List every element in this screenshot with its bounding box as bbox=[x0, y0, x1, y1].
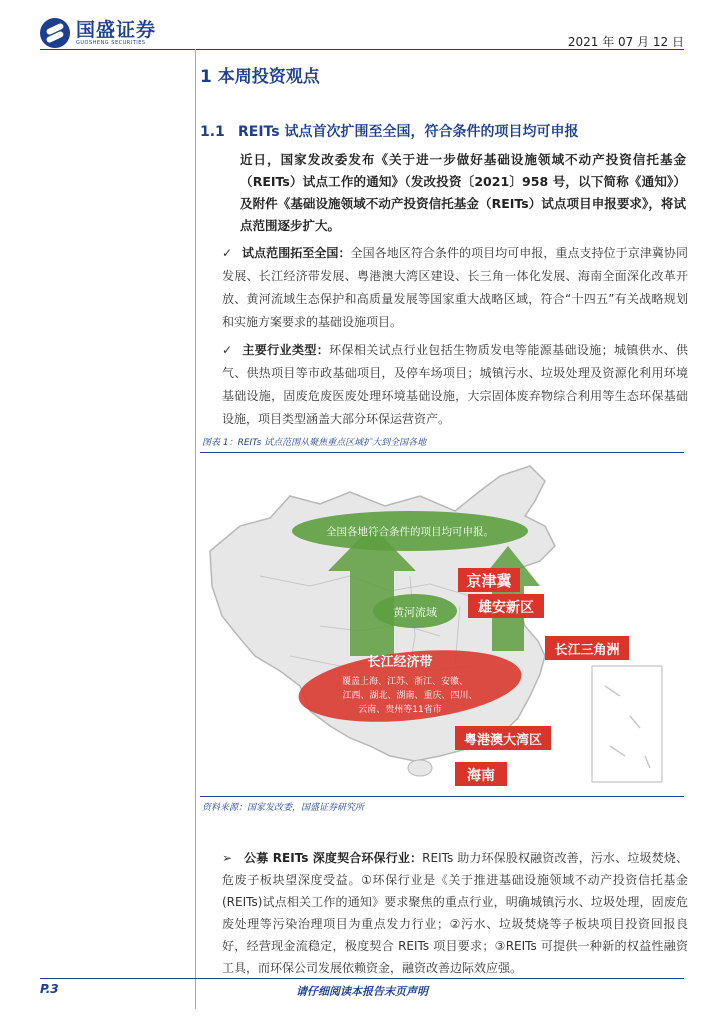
figure-title: 图表 1：REITs 试点范围从聚焦重点区域扩大到全国各地 bbox=[202, 438, 427, 448]
label-belt-line-3: 云南、贵州等11省市 bbox=[358, 705, 442, 715]
logo-name-cn: 国盛证券 bbox=[76, 19, 157, 41]
label-yangtze-delta: 长江三角洲 bbox=[554, 643, 620, 658]
label-jingjinji: 京津冀 bbox=[466, 572, 512, 590]
section-heading: 1 本周投资观点 bbox=[200, 67, 320, 87]
bullet-text: 环保相关试点行业包括生物质发电等能源基础设施；城镇供水、供气、供热项目等市政基础项目，及停车场项目；城镇污水、垃圾处理及资源化利用环境基础设施，固废危废医废处理环境基础设施，大宗固体废弃物综合利用等生态环保基础设施，项目类型涵盖大部分环保运营资产。 bbox=[222, 343, 688, 426]
label-gba: 粤港澳大湾区 bbox=[463, 733, 543, 748]
figure-bottom-divider bbox=[200, 796, 684, 797]
header-divider bbox=[40, 49, 684, 50]
bullet-title: 试点范围拓至全国： bbox=[242, 246, 351, 260]
disclaimer-text: 请仔细阅读本报告末页声明 bbox=[296, 985, 428, 998]
bullet-reits-environment bbox=[222, 847, 688, 979]
figure-top-divider bbox=[200, 452, 684, 453]
bullet-scope bbox=[222, 242, 688, 334]
check-icon: ✓ bbox=[222, 343, 233, 357]
report-date: 2021 年 07 月 12 日 bbox=[567, 35, 684, 49]
bullet-title: 公募 REITs 深度契合环保行业： bbox=[244, 851, 423, 865]
company-logo bbox=[40, 18, 156, 48]
label-hainan: 海南 bbox=[467, 768, 495, 784]
bullet-title: 主要行业类型： bbox=[242, 343, 330, 357]
page-number: P.3 bbox=[40, 982, 59, 996]
subsection-number: 1.1 bbox=[200, 124, 225, 140]
label-national-scope: 全国各地符合条件的项目均可申报。 bbox=[326, 526, 494, 538]
left-margin-divider bbox=[195, 49, 196, 1009]
bullet-text: 全国各地区符合条件的项目均可申报，重点支持位于京津冀协同发展、长江经济带发展、粤港澳大湾区建设、长三角一体化发展、海南全面深化改革开放、黄河流域生态保护和高质量发展等国家重大战略区域，符合“十四五”有关战略规划和实施方案要求的基础设施项目。 bbox=[222, 246, 688, 329]
south-china-sea-inset bbox=[592, 666, 662, 782]
footer-divider bbox=[40, 978, 684, 979]
logo-name-en: GUOSHENG SECURITIES bbox=[76, 40, 146, 46]
bullet-industries bbox=[222, 339, 688, 431]
china-reits-map bbox=[200, 456, 680, 792]
check-icon: ✓ bbox=[222, 246, 233, 260]
hainan-island bbox=[408, 760, 432, 776]
label-yellow-river: 黄河流域 bbox=[393, 606, 437, 619]
label-xiongan: 雄安新区 bbox=[478, 600, 534, 616]
subsection-heading bbox=[200, 121, 578, 141]
label-belt-line-1: 覆盖上海、江苏、浙江、安徽、 bbox=[341, 677, 469, 687]
guosheng-logo-icon bbox=[40, 18, 70, 48]
bullet-text: REITs 助力环保股权融资改善，污水、垃圾焚烧、危废子板块望深度受益。①环保行业是《关于推进基础设施领域不动产投资信托基金(REITs)试点相关工作的通知》要求聚焦的重点行业，明确城镇污水、垃圾处理，固废危废处理等污染治理项目为重点发力行业；②污水、垃圾焚烧等子板块项目投资回报良好，经营现金流稳定，极度契合 REITs 项目要求；③REITs 可提供一种新的权益性融资工具，而环保公司发展依赖资金，融资改善边际效应强。 bbox=[222, 851, 688, 975]
arrow-bullet-icon: ➢ bbox=[222, 851, 233, 865]
label-yangtze-belt: 长江经济带 bbox=[367, 655, 433, 670]
intro-paragraph: 近日，国家发改委发布《关于进一步做好基础设施领域不动产投资信托基金（REITs）试点工作的通知》（发改投资〔2021〕958 号，以下简称《通知》）及附件《基础设施领域不动产投资信托基金（REITs）试点项目申报要求》，将试点范围逐步扩大。 bbox=[240, 152, 686, 233]
label-belt-line-2: 江西、湖北、湖南、重庆、四川、 bbox=[342, 691, 478, 701]
figure-source: 资料来源：国家发改委，国盛证券研究所 bbox=[202, 803, 365, 813]
subsection-title: REITs 试点首次扩围至全国，符合条件的项目均可申报 bbox=[238, 124, 579, 140]
